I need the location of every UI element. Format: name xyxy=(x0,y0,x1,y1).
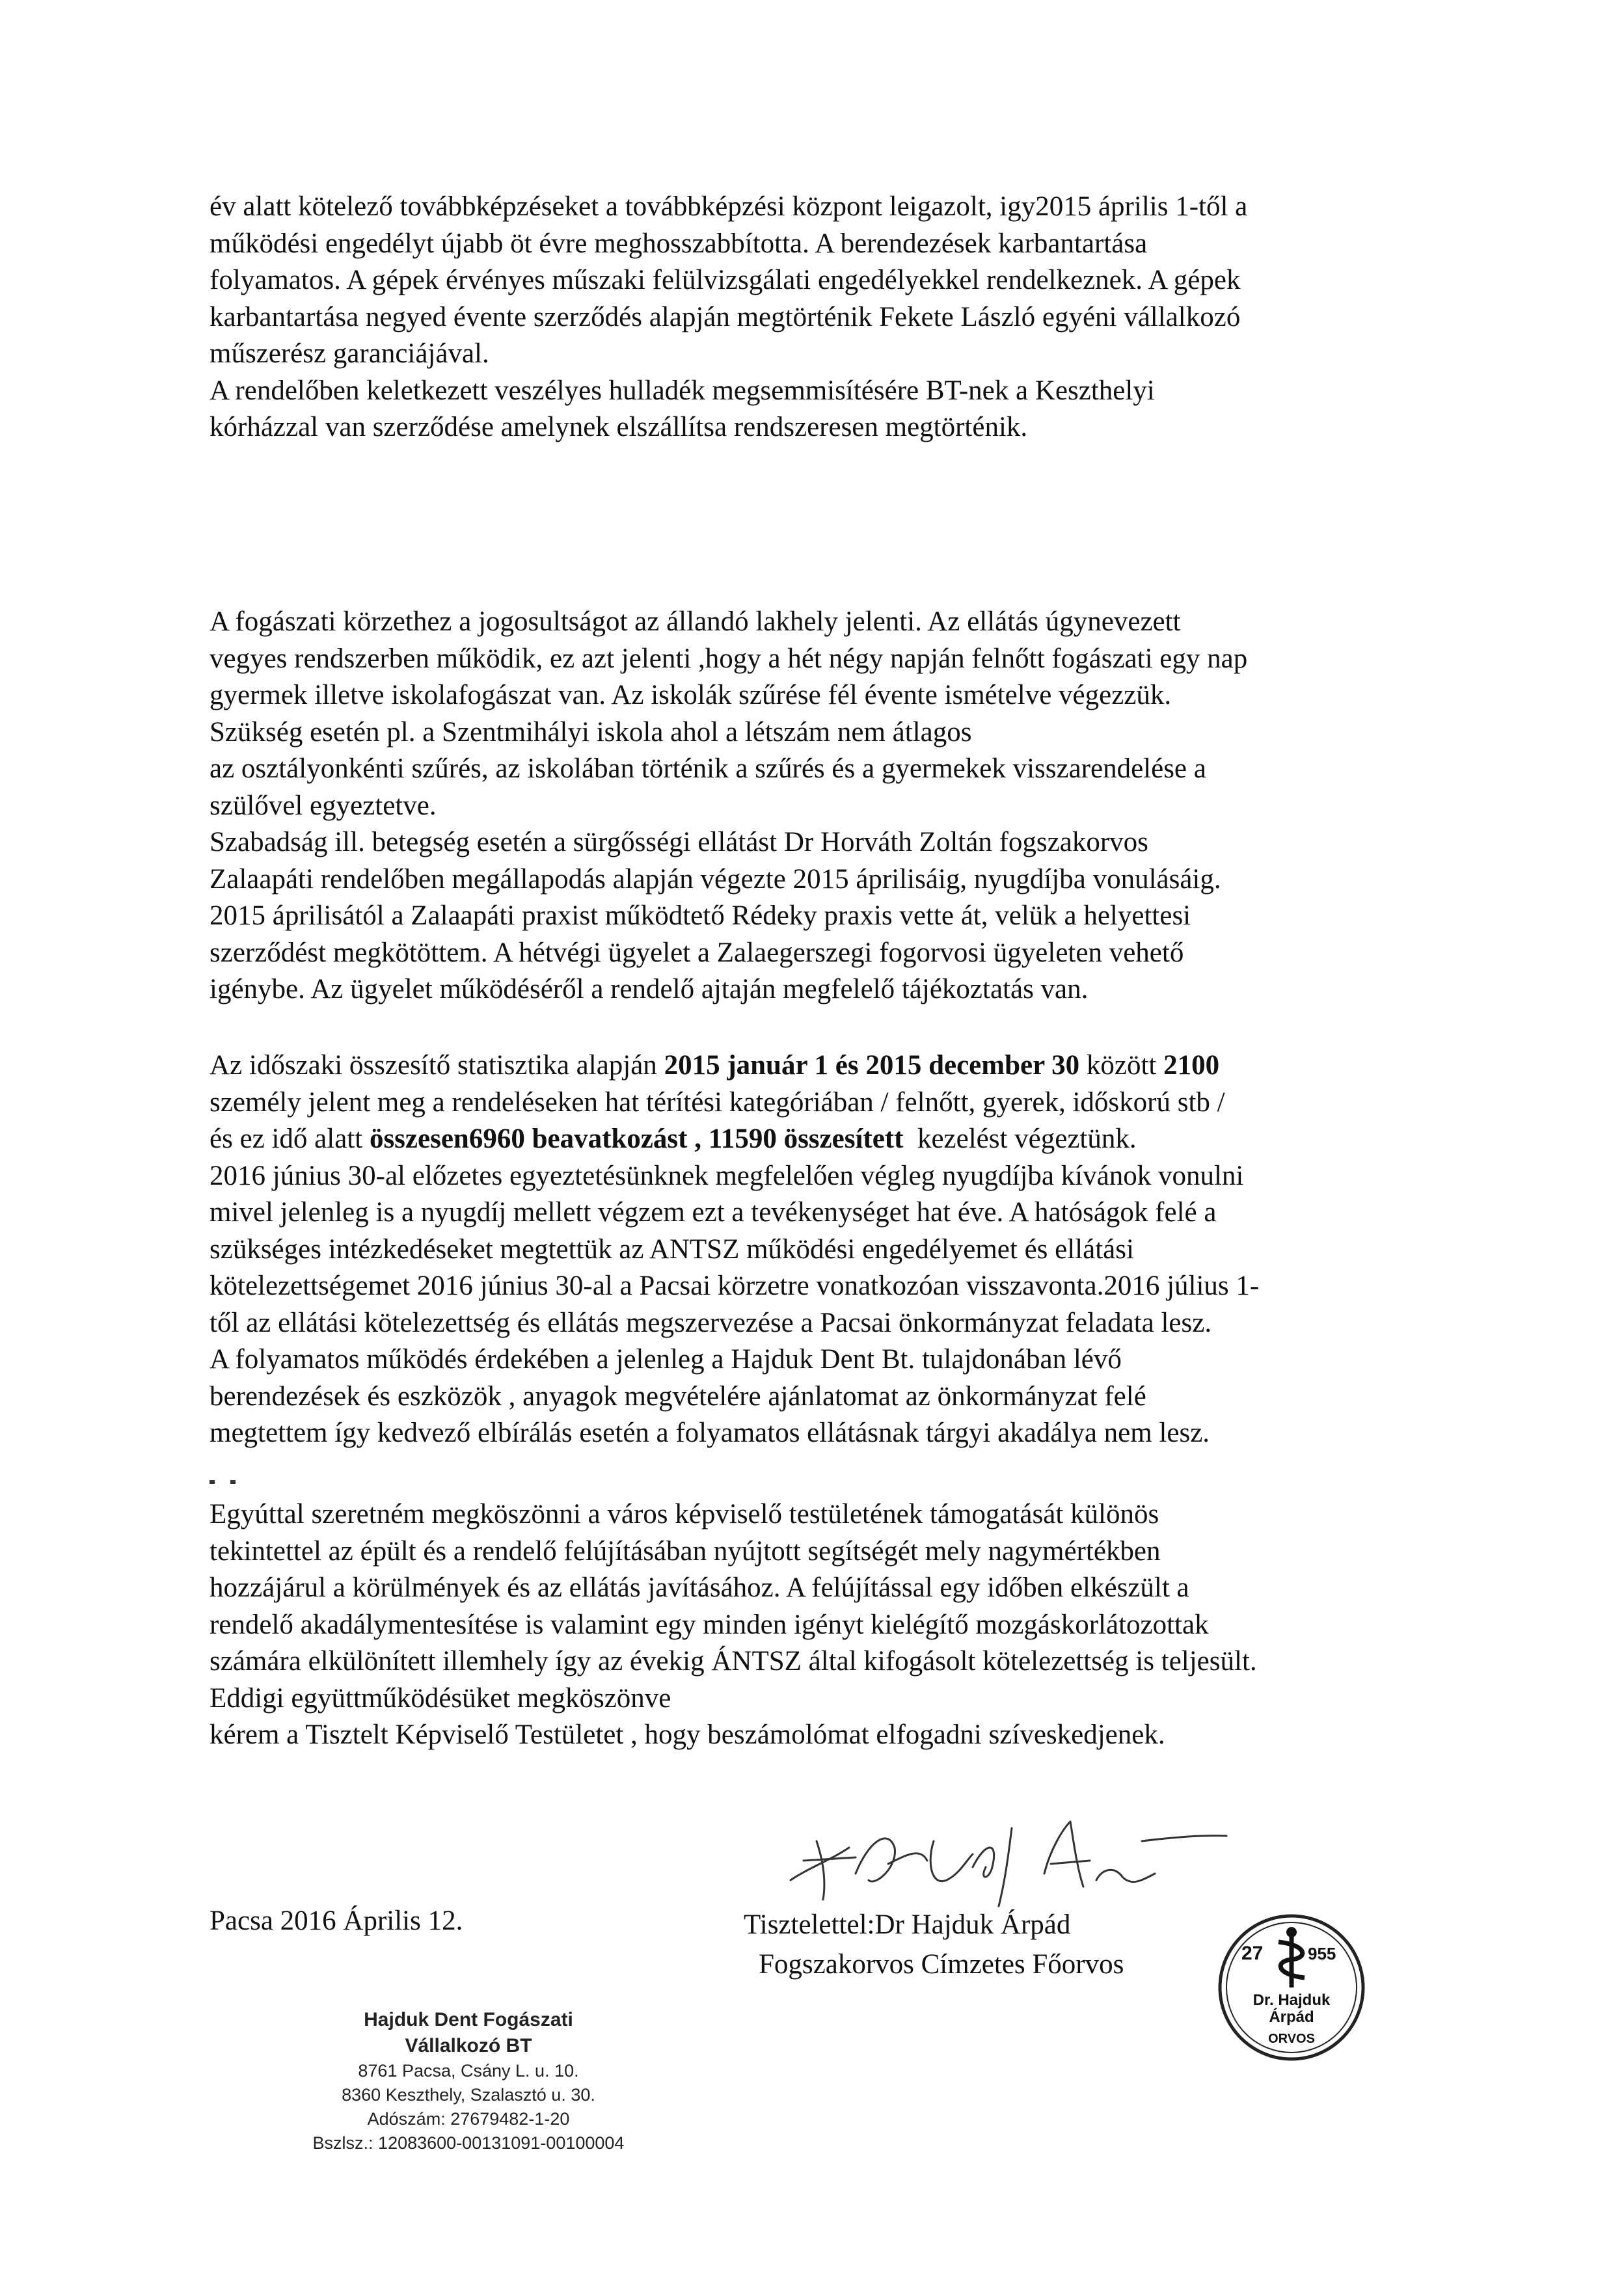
text-line: hozzájárul a körülmények és az ellátás javításához. A felújítással egy időben elkészült a xyxy=(210,1572,1189,1603)
text-line: számára elkülönített illemhely így az évekig ÁNTSZ által kifogásolt kötelezettség is teljesült. xyxy=(210,1646,1257,1677)
text-line: A rendelőben keletkezett veszélyes hulladék megsemmisítésére BT-nek a Keszthelyi xyxy=(210,375,1155,406)
stamp-title: ORVOS xyxy=(1268,2032,1315,2046)
text-line xyxy=(210,1047,1446,1084)
scan-dot xyxy=(210,1480,215,1484)
patient-count-bold: 2100 xyxy=(1163,1050,1220,1081)
company-address-2: 8360 Keszthely, Szalasztó u. 30. xyxy=(342,2085,595,2105)
company-name-1: Hajduk Dent Fogászati xyxy=(364,2009,573,2030)
paragraph-maintenance xyxy=(210,189,1446,446)
text-line: műszerész garanciájával. xyxy=(210,338,489,369)
text-line: Szabadság ill. betegség esetén a sürgősségi ellátást Dr Horváth Zoltán fogszakorvos xyxy=(210,827,1148,857)
text-line: szükséges intézkedéseket megtettük az ANTSZ működési engedélyemet és ellátási xyxy=(210,1233,1134,1265)
text-segment: kezelést végeztünk. xyxy=(903,1124,1137,1154)
text-line: év alatt kötelező továbbképzéseket a továbbképzési központ leigazolt, igy2015 április 1-től a xyxy=(210,191,1248,222)
company-address-1: 8761 Pacsa, Csány L. u. 10. xyxy=(358,2061,579,2081)
text-line: személy jelent meg a rendeléseken hat térítési kategóriában / felnőtt, gyerek, időskorú stb / xyxy=(210,1086,1225,1118)
text-line: kórházzal van szerződése amelynek elszállítsa rendszeresen megtörténik. xyxy=(210,412,1028,442)
stamp-name-1: Dr. Hajduk xyxy=(1252,1991,1331,2009)
text-line xyxy=(210,1121,1446,1158)
text-line: működési engedélyt újabb öt évre meghosszabbította. A berendezések karbantartása xyxy=(210,228,1148,259)
text-line: 2016 június 30-al előzetes egyeztetésünknek megfelelően végleg nyugdíjba kívánok vonulni xyxy=(210,1160,1244,1191)
letter-date: Pacsa 2016 Április 12. xyxy=(210,1906,463,1936)
company-bank-account: Bszlsz.: 12083600-00131091-00100004 xyxy=(312,2133,625,2153)
text-line: A fogászati körzethez a jogosultságot az állandó lakhely jelenti. Az ellátás úgynevezett xyxy=(210,606,1181,637)
text-line: szülővel egyeztetve. xyxy=(210,790,437,821)
text-line: től az ellátási kötelezettség és ellátás megszervezése a Pacsai önkormányzat feladata lesz. xyxy=(210,1307,1212,1338)
text-line: karbantartása negyed évente szerződés alapján megtörténik Fekete László egyéni vállalkozó xyxy=(210,301,1241,332)
text-line: Egyúttal szeretném megköszönni a város képviselő testületének támogatását különös xyxy=(210,1499,1159,1529)
text-line: vegyes rendszerben működik, ez azt jelenti ,hogy a hét négy napján felnőtt fogászati egy nap xyxy=(210,643,1248,674)
company-name-2: Vállalkozó BT xyxy=(405,2035,532,2056)
signature-name: Tisztelettel:Dr Hajduk Árpád xyxy=(744,1909,1071,1940)
text-line: szerződést megkötöttem. A hétvégi ügyelet a Zalaegerszegi fogorvosi ügyeleten vehető xyxy=(210,937,1184,968)
caduceus-icon xyxy=(1279,1927,1305,1987)
doctor-round-stamp xyxy=(1217,1913,1366,2062)
stamp-number-right: 955 xyxy=(1308,1944,1336,1963)
text-line: folyamatos. A gépek érvényes műszaki felülvizsgálati engedélyekkel rendelkeznek. A gépek xyxy=(210,265,1241,295)
text-line: rendelő akadálymentesítése is valamint egy minden igényt kielégítő mozgáskorlátozottak xyxy=(210,1609,1209,1640)
text-line: az osztályonkénti szűrés, az iskolában történik a szűrés és a gyermekek visszarendelése a xyxy=(210,753,1206,784)
text-line: Zalaapáti rendelőben megállapodás alapján végezte 2015 áprilisáig, nyugdíjba vonulásáig. xyxy=(210,863,1221,895)
treatment-count-bold: összesen6960 beavatkozást , 11590 összesített xyxy=(369,1124,904,1154)
text-line: tekintettel az épült és a rendelő felújításában nyújtott segítségét mely nagymértékben xyxy=(210,1535,1161,1567)
text-line: 2015 áprilisától a Zalaapáti praxist működtető Rédeky praxis vette át, velük a helyettesi xyxy=(210,900,1191,931)
text-line: gyermek illetve iskolafogászat van. Az iskolák szűrése fél évente ismételve végezzük. xyxy=(210,680,1172,710)
paragraph-statistics xyxy=(210,1047,1446,1452)
text-line: mivel jelenleg is a nyugdíj mellett végzem ezt a tevékenységet hat éve. A hatóságok felé a xyxy=(210,1197,1217,1228)
text-line: megtettem így kedvező elbírálás esetén a folyamatos ellátásnak tárgyi akadálya nem lesz. xyxy=(210,1418,1210,1448)
period-bold: 2015 január 1 és 2015 december 30 xyxy=(664,1050,1080,1081)
scan-dot xyxy=(230,1480,236,1484)
stamp-name-2: Árpád xyxy=(1269,2008,1314,2026)
company-stamp xyxy=(260,2007,677,2155)
text-line: berendezések és eszközök , anyagok megvételére ajánlatomat az önkormányzat felé xyxy=(210,1381,1146,1412)
text-line: Eddigi együttműködésüket megköszönve xyxy=(210,1682,671,1714)
signature-title: Fogszakorvos Címzetes Főorvos xyxy=(759,1949,1124,1980)
text-line: Szükség esetén pl. a Szentmihályi iskola ahol a létszám nem átlagos xyxy=(210,716,972,748)
stamp-number-left: 27 xyxy=(1241,1943,1264,1964)
text-segment: és ez idő alatt xyxy=(210,1124,370,1154)
paragraph-thanks xyxy=(210,1496,1446,1754)
text-line: kötelezettségemet 2016 június 30-al a Pacsai körzetre vonatkozóan visszavonta.2016 július 1- xyxy=(210,1271,1260,1301)
text-line: kérem a Tisztelt Képviselő Testületet , hogy beszámolómat elfogadni szíveskedjenek. xyxy=(210,1719,1165,1750)
text-line: A folyamatos működés érdekében a jelenleg a Hajduk Dent Bt. tulajdonában lévő xyxy=(210,1344,1122,1375)
paragraph-district xyxy=(210,604,1446,1008)
handwritten-signature xyxy=(778,1802,1233,1913)
signature-block xyxy=(744,1905,1124,1984)
company-tax-number: Adószám: 27679482-1-20 xyxy=(367,2109,570,2129)
text-segment: Az időszaki összesítő statisztika alapján xyxy=(210,1050,664,1081)
text-line: igénybe. Az ügyelet működéséről a rendelő ajtaján megfelelő tájékoztatás van. xyxy=(210,974,1089,1004)
text-segment: között xyxy=(1079,1050,1164,1081)
